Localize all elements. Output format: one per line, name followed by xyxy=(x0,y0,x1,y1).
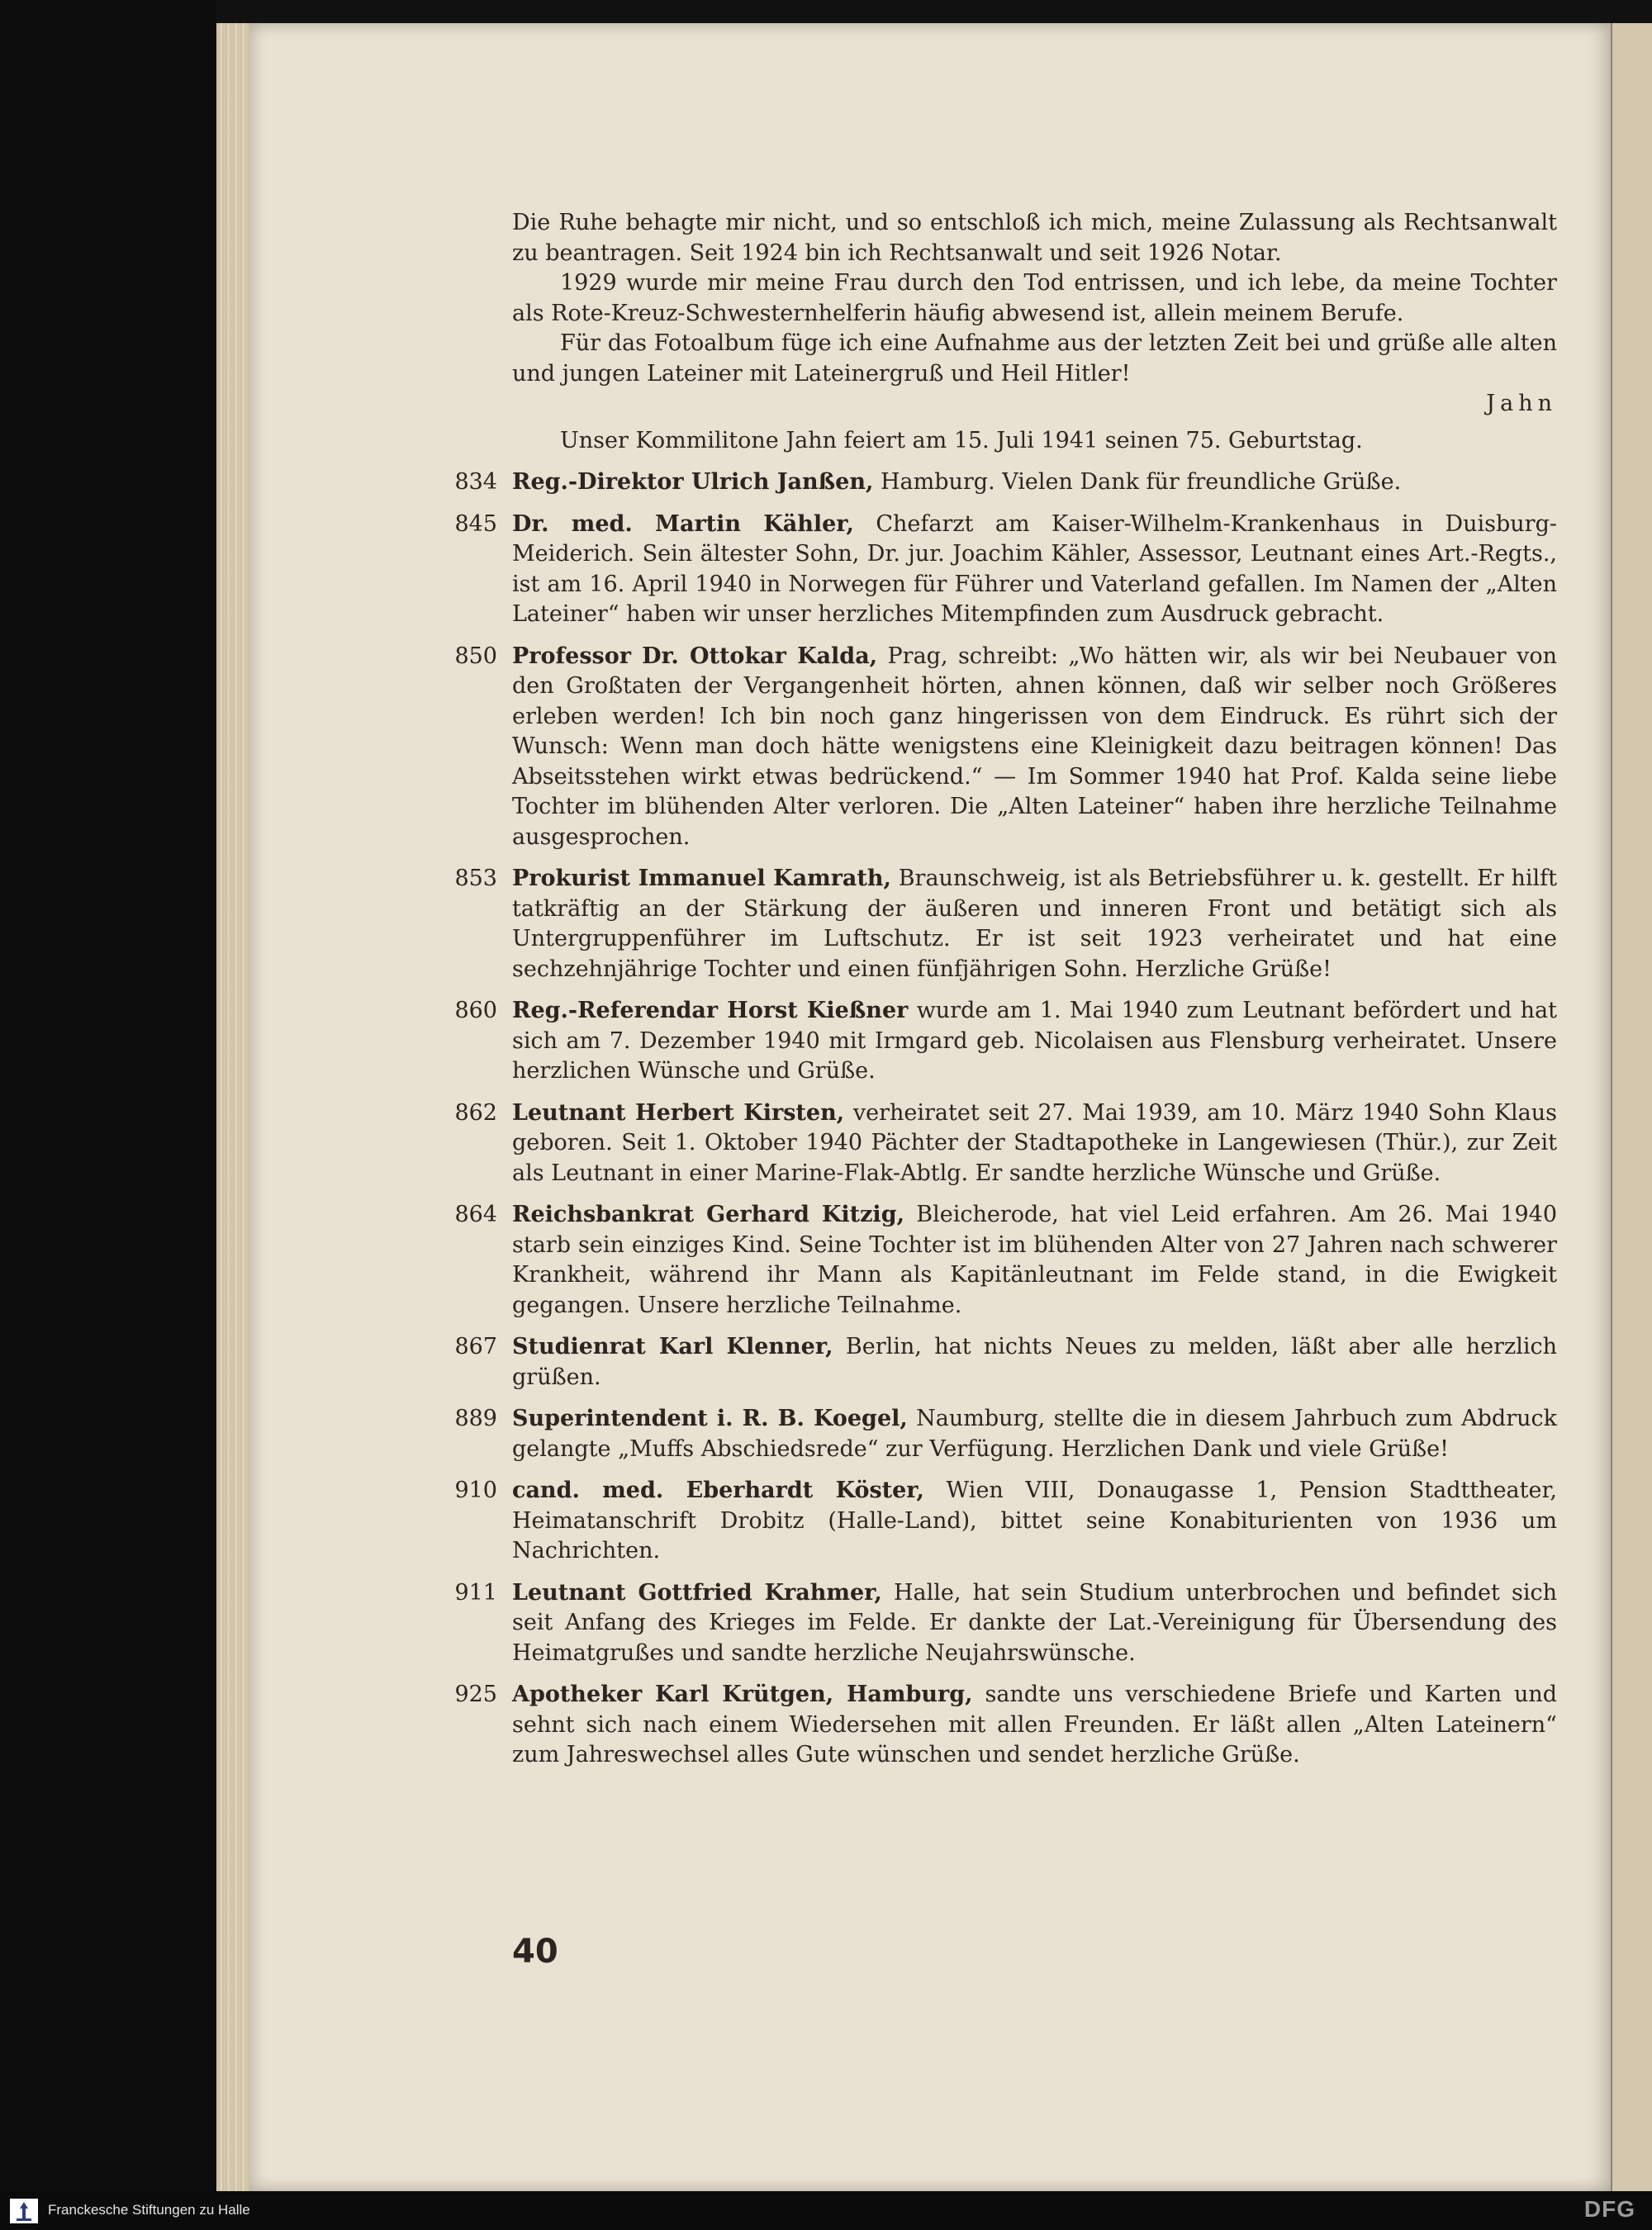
entry-name: Leutnant Gottfried Krahmer, xyxy=(512,1579,882,1606)
page-body xyxy=(454,208,1558,1771)
entry-867 xyxy=(454,1332,1558,1393)
entry-845 xyxy=(454,510,1557,630)
entry-number: 864 xyxy=(454,1202,497,1227)
entry-number: 925 xyxy=(454,1682,497,1707)
entry-text: Chefarzt am Kaiser-Wilhelm-Krankenhaus in Duisburg-Meiderich. Sein ältester Sohn, Dr. jur. Joachim Kähler, Assessor, Leutnant eines Art.-Regts., ist am 16. April 1940 in Norwegen für Führer und Vaterland gefallen. Im Namen der „Alten Lateiner“ haben wir unser herzliches Mitempfinden zum Ausdruck gebracht. xyxy=(512,510,1557,627)
entry-name: Superintendent i. R. B. Koegel, xyxy=(512,1406,908,1431)
intro-paragraph-1: Die Ruhe behagte mir nicht, und so entschloß ich mich, meine Zulassung als Rechtsanwalt zu beantragen. Seit 1924 bin ich Rechtsanwalt und seit 1926 Notar. xyxy=(512,210,1557,266)
entry-text: Braunschweig, ist als Betriebsführer u. k. gestellt. Er hilft tatkräftig an der Stärkung der äußeren und inneren Front und betätigt sich als Untergruppenführer im Luftschutz. Er ist seit 1923 verheiratet und hat eine sechzehnjährige Tochter und einen fünfjährigen Sohn. Herzliche Grüße! xyxy=(512,866,1557,982)
entry-number: 845 xyxy=(454,510,497,537)
entry-911 xyxy=(454,1578,1557,1669)
entry-853 xyxy=(454,864,1557,985)
signature: Jahn xyxy=(1486,391,1557,416)
entry-name: Professor Dr. Ottokar Kalda, xyxy=(512,643,878,669)
entry-name: Reg.-Direktor Ulrich Janßen, xyxy=(512,469,874,495)
entry-text: verheiratet seit 27. Mai 1939, am 10. März 1940 Sohn Klaus geboren. Seit 1. Oktober 1940 Pächter der Stadtapotheke in Langewiesen (Thür.), zur Zeit als Leutnant in einer Marine-Flak-Abtlg. Er sandte herzliche Wünsche und Grüße. xyxy=(512,1099,1557,1186)
entry-834 xyxy=(454,467,1557,498)
entry-text: Halle, hat sein Studium unterbrochen und befindet sich seit Anfang des Krieges im Felde. Er dankte der Lat.-Vereinigung für Übersendung des Heimatgrußes und sandte herzliche Neujahrswünsche. xyxy=(512,1579,1557,1666)
entry-number: 889 xyxy=(454,1406,497,1431)
entry-862 xyxy=(454,1098,1557,1189)
entry-text: Prag, schreibt: „Wo hätten wir, als wir bei Neubauer von den Großtaten der Vergangenheit hörten, ahnen können, daß wir selber noch Größeres erleben werden! Ich bin noch ganz hingerissen von dem Eindruck. Es rührt sich der Wunsch: Wenn man doch hätte wenigstens eine Kleinigkeit dazu beitragen können! Das Abseitsstehen wirkt etwas bedrückend.“ — Im Sommer 1940 hat Prof. Kalda seine liebe Tochter im blühenden Alter verloren. Die „Alten Lateiner“ haben ihre herzliche Teilnahme ausgesprochen. xyxy=(512,643,1558,850)
entry-number: 911 xyxy=(454,1579,497,1606)
entry-number: 867 xyxy=(454,1334,497,1359)
entry-name: Leutnant Herbert Kirsten, xyxy=(512,1099,845,1126)
entry-910 xyxy=(454,1476,1557,1567)
birthday-note: Unser Kommilitone Jahn feiert am 15. Juli 1941 seinen 75. Geburtstag. xyxy=(560,427,1363,453)
page-number: 40 xyxy=(512,1933,558,1971)
entry-text: Berlin, hat nichts Neues zu melden, läßt aber alle herzlich grüßen. xyxy=(512,1334,1558,1390)
entry-889 xyxy=(454,1404,1557,1464)
entry-925 xyxy=(454,1680,1558,1771)
entry-name: Reichsbankrat Gerhard Kitzig, xyxy=(512,1202,904,1227)
entry-text: wurde am 1. Mai 1940 zum Leutnant befördert und hat sich am 7. Dezember 1940 mit Irmgard geb. Nicolaisen aus Flensburg verheiratet. Unsere herzlichen Wünsche und Grüße. xyxy=(512,998,1557,1084)
entry-text: Hamburg. Vielen Dank für freundliche Grüße. xyxy=(873,469,1402,495)
entry-number: 834 xyxy=(454,469,497,495)
entry-name: cand. med. Eberhardt Köster, xyxy=(512,1478,924,1503)
entry-number: 862 xyxy=(454,1099,497,1126)
adjacent-page-edge xyxy=(1611,23,1652,2191)
entry-860 xyxy=(454,996,1557,1087)
dfg-logo[interactable]: DFG xyxy=(1583,2196,1635,2222)
entry-name: Prokurist Immanuel Kamrath, xyxy=(512,866,891,891)
institution-name[interactable]: Franckesche Stiftungen zu Halle xyxy=(48,2202,250,2218)
entry-text: Bleicherode, hat viel Leid erfahren. Am 26. Mai 1940 starb sein einziges Kind. Seine Tochter ist im blühenden Alter von 27 Jahren nach schwerer Krankheit, während ihr Mann als Kapitänleutnant im Felde stand, in die Ewigkeit gegangen. Unsere herzliche Teilnahme. xyxy=(512,1202,1557,1318)
entry-864 xyxy=(454,1200,1557,1321)
entry-name: Reg.-Referendar Horst Kießner xyxy=(512,998,909,1023)
intro-paragraph-3: Für das Fotoalbum füge ich eine Aufnahme aus der letzten Zeit bei und grüße alle alten und jungen Lateiner mit Lateinergruß und Heil Hitler! xyxy=(512,330,1557,387)
entry-number: 850 xyxy=(454,643,497,669)
entry-name: Apotheker Karl Krütgen, Hamburg, xyxy=(512,1682,973,1707)
entry-850 xyxy=(454,642,1558,853)
entry-name: Dr. med. Martin Kähler, xyxy=(512,510,854,537)
entry-text: Wien VIII, Donaugasse 1, Pension Stadttheater, Heimatanschrift Drobitz (Halle-Land), bittet seine Konabiturienten von 1936 um Nachrichten. xyxy=(512,1478,1557,1563)
institution-logo-icon xyxy=(10,2199,38,2223)
entry-text: Naumburg, stellte die in diesem Jahrbuch zum Abdruck gelangte „Muffs Abschiedsrede“ zur Verfügung. Herzlichen Dank und viele Grüße! xyxy=(512,1406,1557,1462)
entry-text: sandte uns verschiedene Briefe und Karten und sehnt sich nach einem Wiedersehen mit allen Freunden. Er läßt allen „Alten Lateinern“ zum Jahreswechsel alles Gute wünschen und sendet herzliche Grüße. xyxy=(512,1682,1558,1767)
scan-background xyxy=(0,0,216,2230)
intro-paragraph-2: 1929 wurde mir meine Frau durch den Tod entrissen, und ich lebe, da meine Tochter als Rote-Kreuz-Schwesternhelferin häufig abwesend ist, allein meinem Berufe. xyxy=(512,270,1557,326)
entry-number: 853 xyxy=(454,866,497,891)
entry-number: 860 xyxy=(454,998,497,1023)
entry-name: Studienrat Karl Klenner, xyxy=(512,1334,833,1359)
entry-number: 910 xyxy=(454,1478,497,1503)
